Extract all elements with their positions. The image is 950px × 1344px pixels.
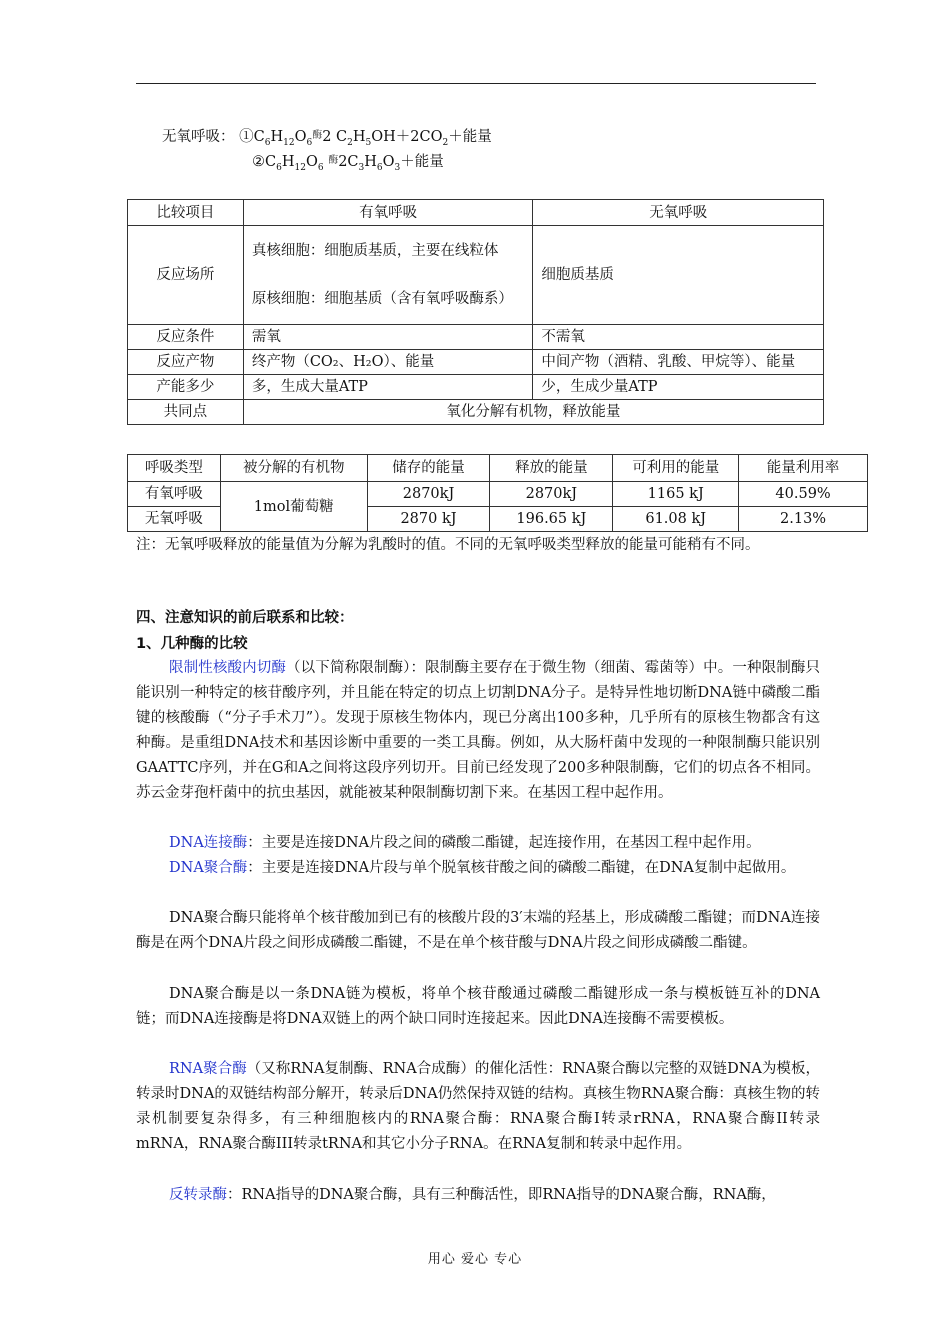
table-row: 反应条件 需氧 不需氧 xyxy=(128,325,824,350)
table-note: 注：无氧呼吸释放的能量值为分解为乳酸时的值。不同的无氧呼吸类型释放的能量可能稍有不同。 xyxy=(136,537,760,553)
paragraph-restriction-enzyme: 限制性核酸内切酶（以下简称限制酶）：限制酶主要存在于微生物（细菌、霉菌等）中。一种限制酶只能识别一种特定的核苷酸序列，并且能在特定的切点上切割DNA分子。是特异性地切断DNA链中磷酸二酯键的核酸酶（“分子手术刀”）。发现于原核生物体内，现已分离出100多种，几乎所有的原核生物都含有这种酶。是重组DNA技术和基因诊断中重要的一类工具酶。例如，从大肠杆菌中发现的一种限制酶只能识别GAATTC序列，并在G和A之间将这段序列切开。目前已经发现了200多种限制酶，它们的切点各不相同。苏云金芽孢杆菌中的抗虫基因，就能被某种限制酶切割下来。在基因工程中起作用。 xyxy=(136,660,820,801)
enzyme-arrow: 酶 xyxy=(328,155,339,166)
table-row: 呼吸类型 被分解的有机物 储存的能量 释放的能量 可利用的能量 能量利用率 xyxy=(128,455,868,482)
header-rule xyxy=(136,83,816,84)
paragraph-comparison-2: DNA聚合酶是以一条DNA链为模板，将单个核苷酸通过磷酸二酯键形成一条与模板链互补的DNA链；而DNA连接酶是将DNA双链上的两个缺口同时连接起来。因此DNA连接酶不需要模板。 xyxy=(136,986,820,1027)
paragraph-comparison-1: DNA聚合酶只能将单个核苷酸加到已有的核酸片段的3′末端的羟基上，形成磷酸二酯键；而DNA连接酶是在两个DNA片段之间形成磷酸二酯键，不是在单个核苷酸与DNA片段之间形成磷酸二酯键。 xyxy=(136,910,820,951)
table-row: 无氧呼吸 2870 kJ 196.65 kJ 61.08 kJ 2.13% xyxy=(128,507,868,532)
equation-2: $②C_6H_{12}O_6$ $^酶2C_3H_6O_3+$能量 xyxy=(252,154,444,173)
subsection-title: 1、几种酶的比较 xyxy=(136,636,248,652)
paragraph-reverse-transcriptase: 反转录酶：RNA指导的DNA聚合酶，具有三种酶活性，即RNA指导的DNA聚合酶，RNA酶， xyxy=(169,1187,776,1203)
paragraph-dna-ligase: DNA连接酶：主要是连接DNA片段之间的磷酸二酯键，起连接作用，在基因工程中起作用。 xyxy=(169,835,761,851)
table-row: 反应产物 终产物（CO₂、H₂O）、能量 中间产物（酒精、乳酸、甲烷等）、能量 xyxy=(128,350,824,375)
term-dna-ligase: DNA连接酶 xyxy=(169,835,248,851)
table-row: 反应场所 真核细胞：细胞质基质，主要在线粒体 原核细胞：细胞基质（含有氧呼吸酶系） 细胞质基质 xyxy=(128,226,824,325)
term-rna-polymerase: RNA聚合酶 xyxy=(169,1061,247,1077)
section-title: 四、注意知识的前后联系和比较： xyxy=(136,610,354,626)
energy-table xyxy=(127,454,868,532)
term-restriction-enzyme: 限制性核酸内切酶 xyxy=(169,660,287,676)
anaerobic-label: 无氧呼吸： xyxy=(162,129,235,145)
term-reverse-transcriptase: 反转录酶 xyxy=(169,1187,227,1203)
table-row: 有氧呼吸 1mol葡萄糖 2870kJ 2870kJ 1165 kJ 40.59% xyxy=(128,482,868,507)
table-row: 共同点 氧化分解有机物，释放能量 xyxy=(128,400,824,425)
term-dna-polymerase: DNA聚合酶 xyxy=(169,860,248,876)
respiration-comparison-table xyxy=(127,199,824,425)
table-row: 产能多少 多，生成大量ATP 少，生成少量ATP xyxy=(128,375,824,400)
enzyme-arrow: 酶 xyxy=(312,130,323,141)
page-footer: 用心 爱心 专心 xyxy=(427,1252,523,1267)
equation-1: 无氧呼吸： $①C_6H_{12}O_6^酶2$ $C_2H_5OH+2CO_2+$能量 xyxy=(162,129,492,148)
paragraph-dna-polymerase: DNA聚合酶：主要是连接DNA片段与单个脱氧核苷酸之间的磷酸二酯键，在DNA复制中起做用。 xyxy=(169,860,796,876)
table-row: 比较项目 有氧呼吸 无氧呼吸 xyxy=(128,200,824,226)
paragraph-rna-polymerase: RNA聚合酶（又称RNA复制酶、RNA合成酶）的催化活性：RNA聚合酶以完整的双链DNA为模板，转录时DNA的双链结构部分解开，转录后DNA仍然保持双链的结构。真核生物RNA聚合酶：真核生物的转录机制要复杂得多，有三种细胞核内的RNA聚合酶：RNA聚合酶I转录rRNA，RNA聚合酶II转录mRNA，RNA聚合酶III转录tRNA和其它小分子RNA。在RNA复制和转录中起作用。 xyxy=(136,1061,820,1152)
